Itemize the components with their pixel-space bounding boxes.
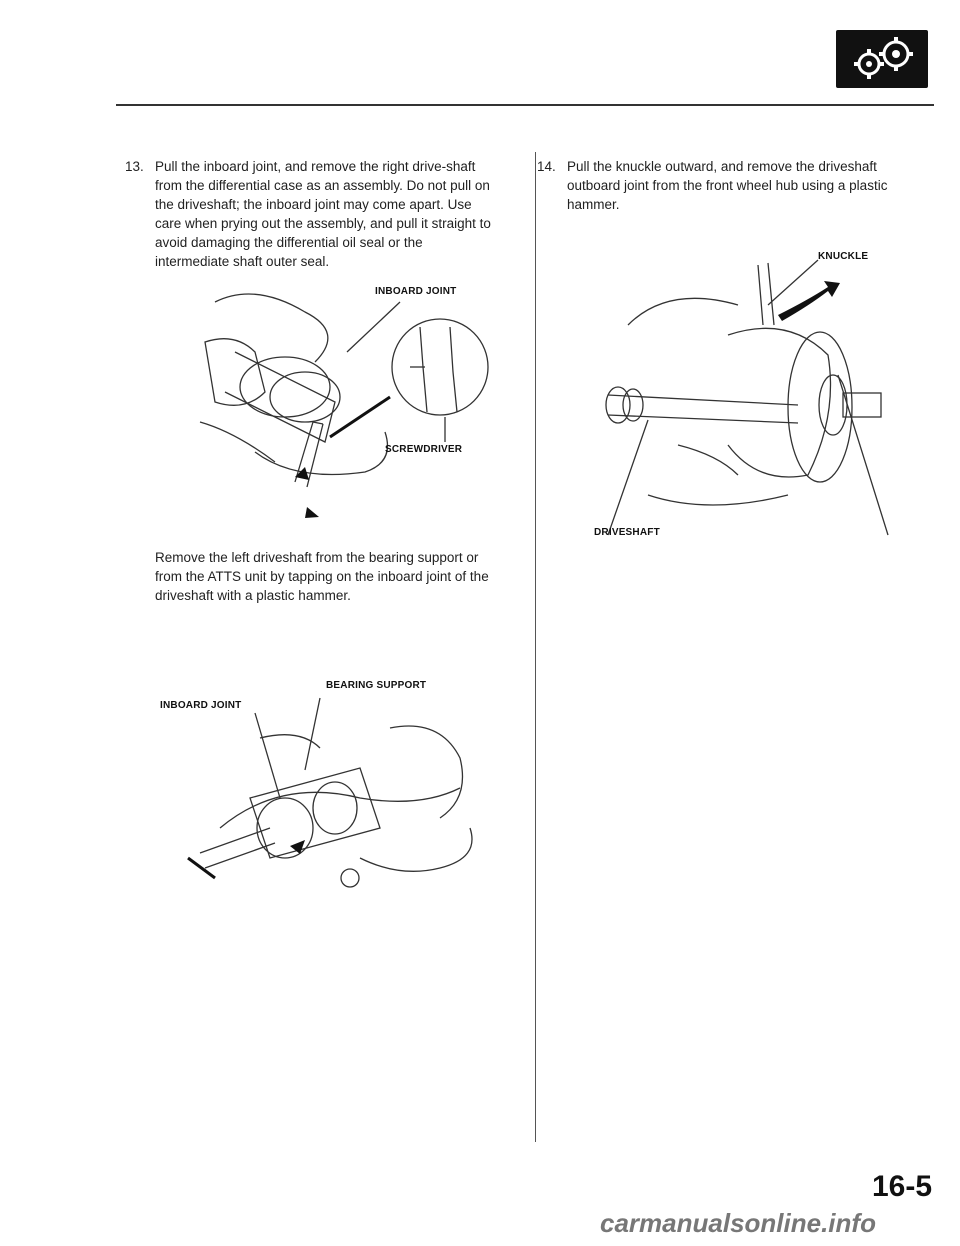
caption-left-driveshaft: Remove the left driveshaft from the bearing support or from the ATTS unit by tapping on the inboard joint of the driveshaft with a plastic hammer.: [155, 550, 489, 603]
label-inboard-joint: INBOARD JOINT: [375, 286, 457, 297]
label-knuckle: KNUCKLE: [818, 251, 869, 262]
header-rule: [116, 104, 934, 106]
step-14: [537, 157, 922, 214]
step-number: 13.: [125, 159, 144, 174]
gears-icon: [836, 30, 928, 88]
step-text: Pull the inboard joint, and remove the right drive-shaft from the differential case as an assembly. Do not pull on the driveshaft; the inboard joint may come apart. Use care when prying out the assembly, and pull it straight to avoid damaging the differential oil seal or the intermediate shaft outer seal.: [155, 159, 491, 269]
watermark: carmanualsonline.info: [600, 1208, 876, 1238]
figure-inboard-joint-pry: [195, 272, 525, 532]
step-number: 14.: [537, 159, 556, 174]
label-bearing-support: BEARING SUPPORT: [326, 680, 427, 691]
figure-knuckle-driveshaft: [588, 245, 918, 545]
column-divider: [535, 152, 536, 1142]
label-inboard-joint-2: INBOARD JOINT: [160, 700, 242, 711]
label-screwdriver: SCREWDRIVER: [385, 444, 463, 455]
step-13: [125, 157, 500, 271]
page-number: 16-5: [872, 1170, 933, 1203]
figure-bearing-support: [160, 678, 520, 928]
label-driveshaft: DRIVESHAFT: [594, 527, 660, 538]
step-text: Pull the knuckle outward, and remove the driveshaft outboard joint from the front wheel hub using a plastic hammer.: [567, 159, 888, 212]
